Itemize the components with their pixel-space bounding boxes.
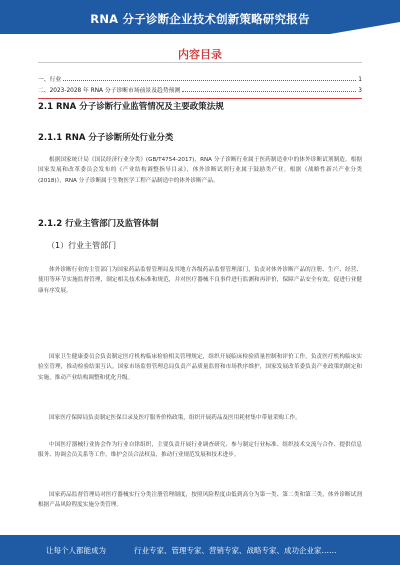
toc-item[interactable] (38, 73, 362, 83)
header-bar (0, 0, 400, 34)
footer-slogan: 让每个人都能成为 (46, 546, 106, 555)
section-divider (38, 98, 362, 99)
paragraph-body: 中国医疗器械行业协会作为行业自律组织，主要负责开展行业调查研究、参与制定行业标准、组织技术交流与合作、提供信息服务、协调会员关系等工作，维护会员合法权益，推动行业规范发展和技术进步。 (38, 442, 362, 459)
section-heading-2-1-1: 2.1.1 RNA 分子诊断所处行业分类 (38, 133, 174, 143)
paragraph-industry-classification: 根据国家统计局《国民经济行业分类》(GB/T4754-2017)，RNA 分子诊断行业属于医药制造业中的体外诊断试剂制造。根据国家发展和改革委员会发布的《产业结构调整指导目录》，体外诊断试剂行业属于鼓励类产业。根据《战略性新兴产业分类(2018)》，RNA 分子诊断属于生物医学工程产品制造中的体外诊断产品。 (38, 157, 362, 184)
subsection-heading-authority: （1）行业主管部门 (47, 241, 117, 250)
paragraph-body: 国家药品监督管理局对医疗器械实行分类注册管理制度，按照风险程度由低到高分为第一类、第二类和第三类，体外诊断试剂根据产品风险程度实施分类管理。 (38, 492, 362, 509)
toc-item-label: 一、行业 (38, 77, 62, 83)
toc-item-page: 1 (358, 77, 362, 83)
footer-bar (0, 535, 400, 565)
paragraph-body: 国家医疗保障局负责制定医保目录及医疗服务价格政策，组织开展药品及医用耗材集中带量采购工作。 (49, 415, 301, 421)
toc-divider (38, 62, 362, 63)
toc-item[interactable] (38, 84, 362, 94)
paragraph-body: 体外诊断行业的主管部门为国家药品监督管理局及其地方各级药品监督管理部门，负责对体外诊断产品的注册、生产、经营、使用等环节实施监督管理，制定相关技术标准和规范，并对医疗器械不良事件进行监测和再评价，保障产品安全有效，促进行业健康有序发展。 (38, 267, 362, 294)
header-corner-decoration (330, 22, 400, 34)
toc-item-label: 二、2023-2028 年 RNA 分子诊断市场前景及趋势预测 (38, 88, 181, 94)
section-heading-2-1-2: 2.1.2 行业主管部门及监管体制 (38, 219, 159, 229)
paragraph-body: 国家卫生健康委员会负责制定医疗机构临床检验相关管理规定，组织开展临床检验质量控制和评价工作，负责医疗机构临床实验室管理，推动检验结果互认。国家市场监督管理总局负责产品质量监督和市场秩序维护，国家发展改革委负责产业政策的制定和实施，推动产业结构调整和优化升级。 (38, 354, 362, 381)
toc-leader-dots (182, 91, 356, 92)
toc-heading: 内容目录 (178, 48, 222, 61)
toc-leader-dots (63, 80, 356, 81)
footer-tagline: 行业专家、管理专家、营销专家、战略专家、成功企业家…… (134, 546, 337, 555)
toc-item-page: 3 (358, 88, 362, 94)
section-heading-2-1: 2.1 RNA 分子诊断行业监管情况及主要政策法规 (38, 102, 224, 112)
report-title: RNA 分子诊断企业技术创新策略研究报告 (90, 12, 310, 26)
